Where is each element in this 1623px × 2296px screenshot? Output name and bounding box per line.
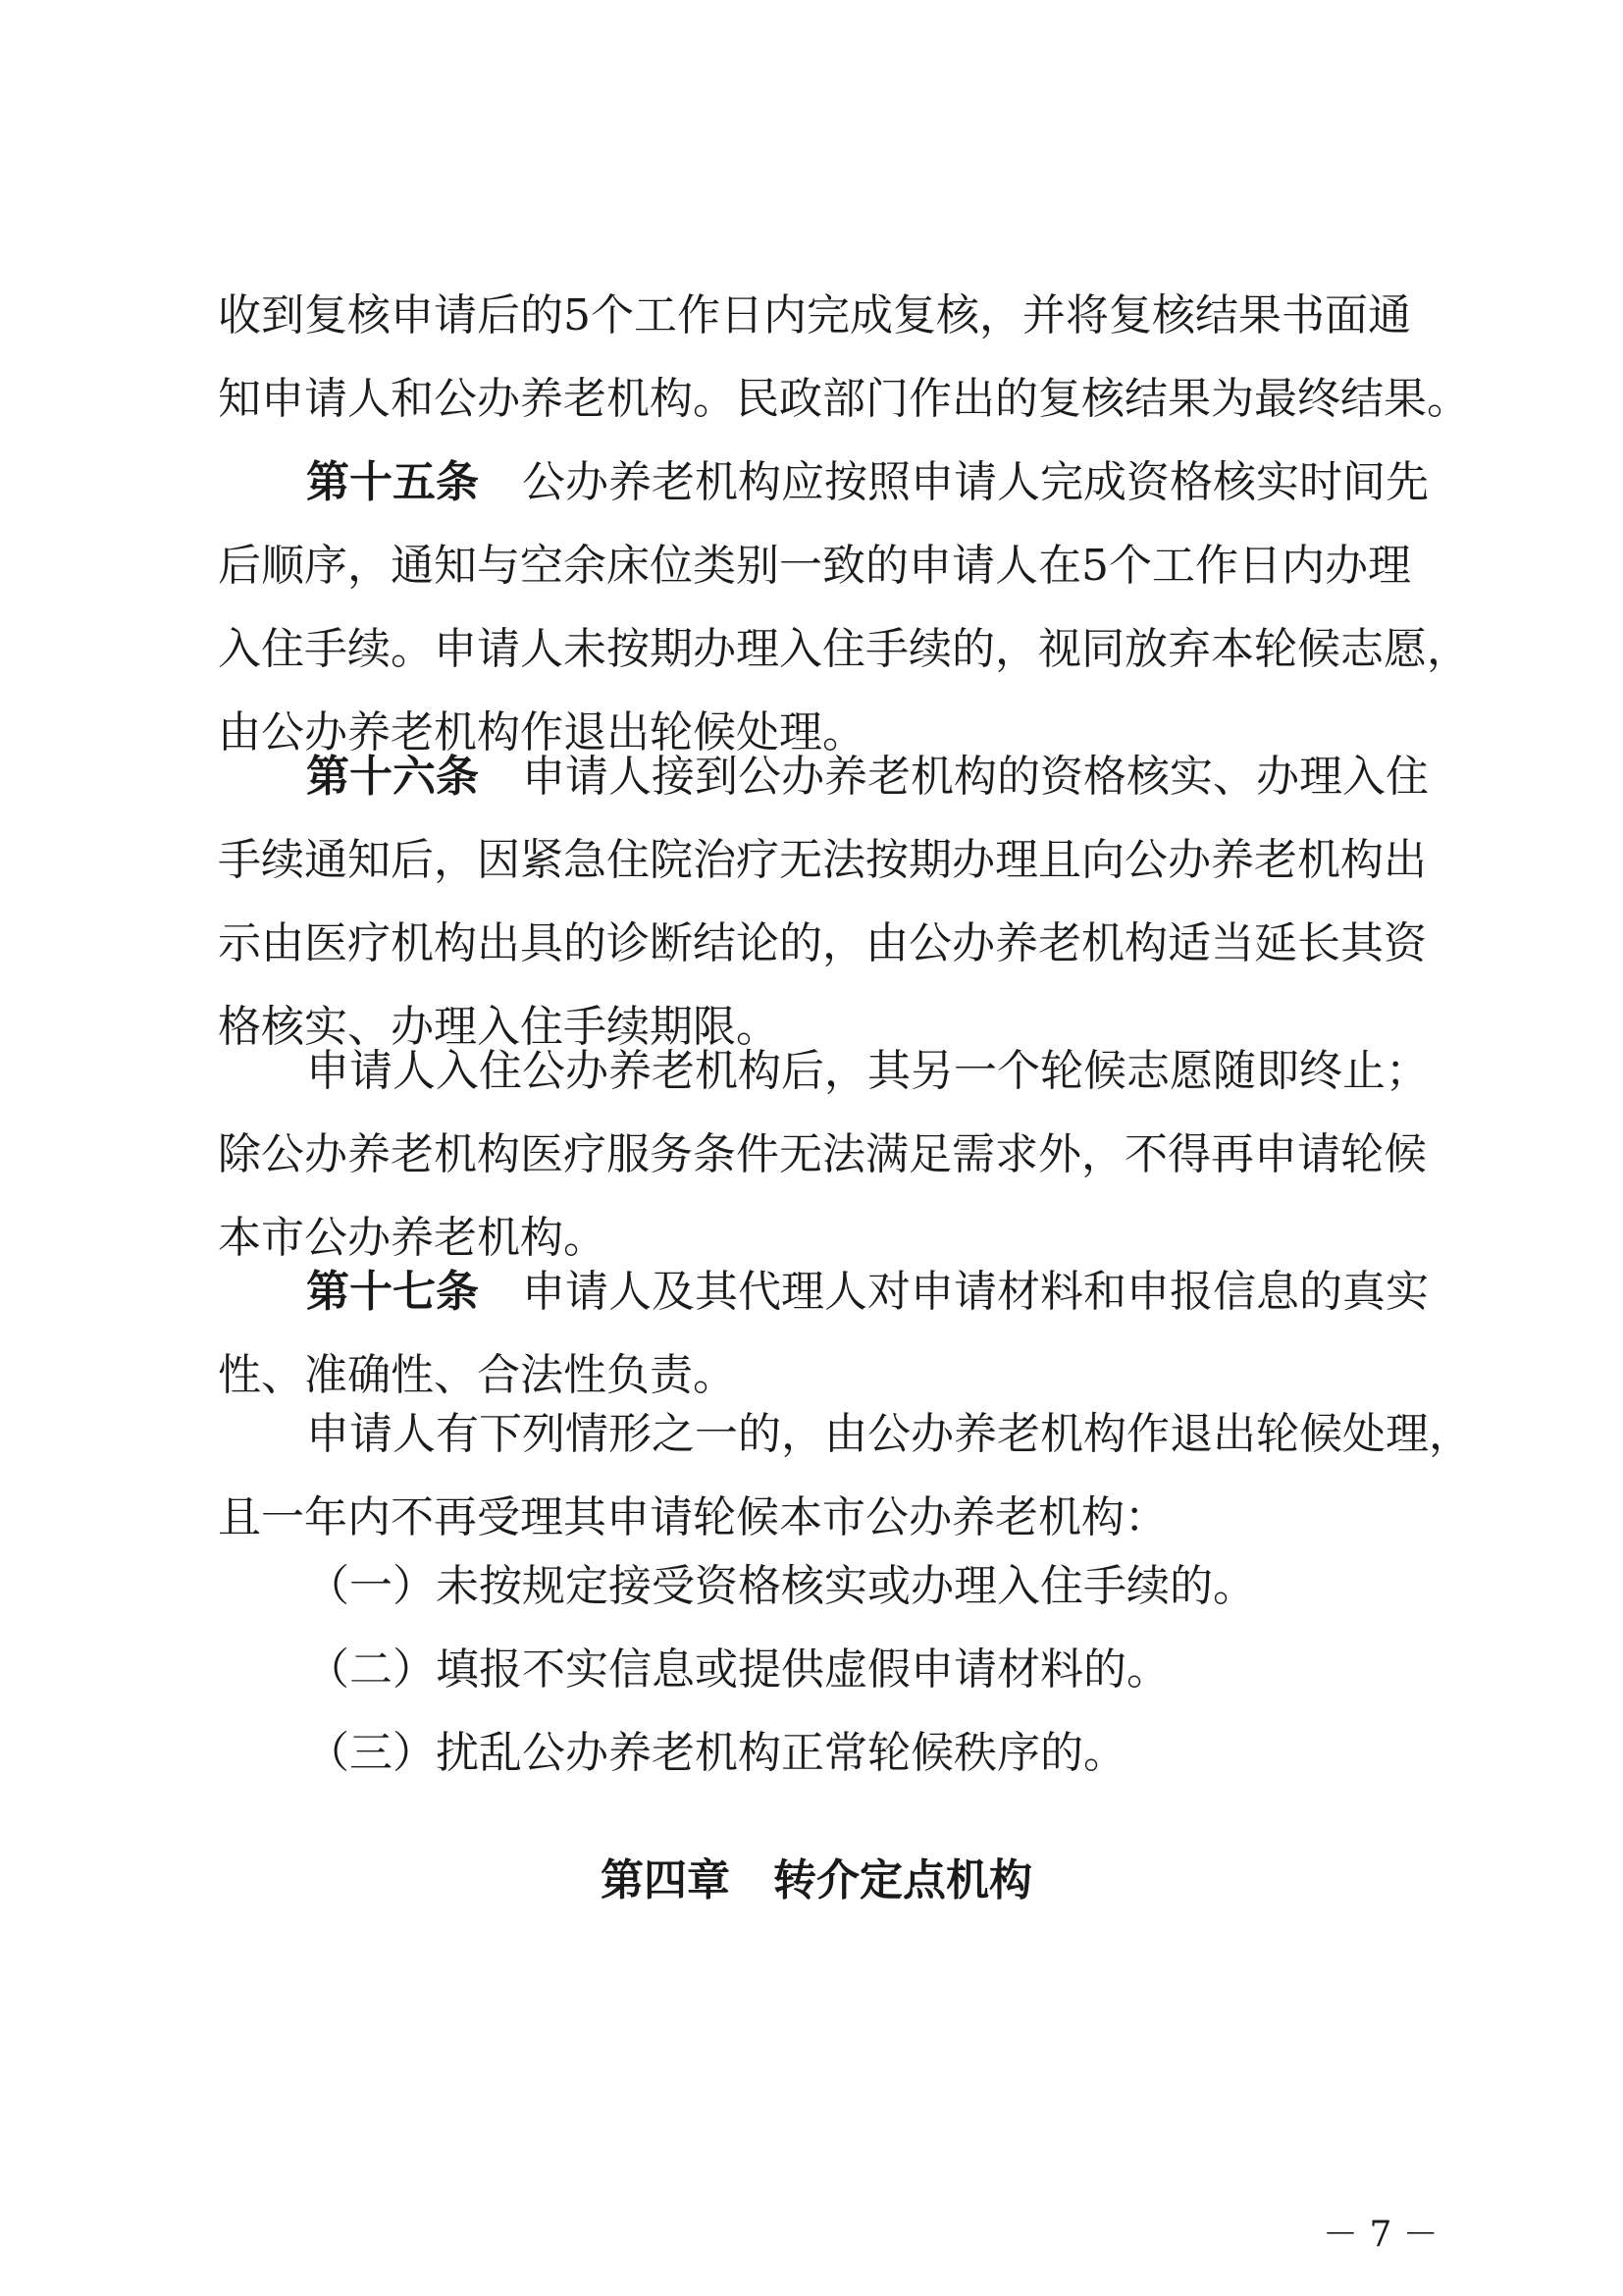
paragraph-line: 知申请人和公办养老机构。民政部门作出的复核结果为最终结果。 — [218, 374, 1470, 424]
paragraph-line: 由公办养老机构作退出轮候处理。 — [218, 707, 865, 757]
paragraph-line: 格核实、办理入住手续期限。 — [218, 1002, 779, 1052]
list-item: （二）填报不实信息或提供虚假申请材料的。 — [306, 1644, 1170, 1695]
list-item: （一）未按规定接受资格核实或办理入住手续的。 — [306, 1561, 1256, 1611]
article-17-first-line — [306, 1263, 1429, 1322]
article-15-label: 第十五条 — [306, 457, 479, 507]
paragraph-line: 申请人有下列情形之一的，由公办养老机构作退出轮候处理， — [306, 1409, 1472, 1459]
article-15-text: 公办养老机构应按照申请人完成资格核实时间先 — [522, 457, 1429, 507]
article-16-first-line — [306, 748, 1429, 807]
paragraph-line: 收到复核申请后的5个工作日内完成复核，并将复核结果书面通 — [218, 290, 1411, 340]
paragraph-line: 本市公办养老机构。 — [218, 1213, 606, 1263]
article-16-label: 第十六条 — [306, 752, 479, 802]
paragraph-line: 入住手续。申请人未按期办理入住手续的，视同放弃本轮候志愿， — [218, 624, 1470, 674]
paragraph-line: 后顺序，通知与空余床位类别一致的申请人在5个工作日内办理 — [218, 541, 1411, 591]
article-16-text: 申请人接到公办养老机构的资格核实、办理入住 — [522, 752, 1429, 802]
paragraph-line: 申请人入住公办养老机构后，其另一个轮候志愿随即终止； — [306, 1046, 1429, 1096]
paragraph-line: 且一年内不再受理其申请轮候本市公办养老机构： — [218, 1492, 1168, 1542]
paragraph-line: 除公办养老机构医疗服务条件无法满足需求外，不得再申请轮候 — [218, 1129, 1427, 1179]
paragraph-line: 性、准确性、合法性负责。 — [218, 1350, 736, 1400]
paragraph-line: 手续通知后，因紧急住院治疗无法按期办理且向公办养老机构出 — [218, 835, 1427, 885]
paragraph-line: 示由医疗机构出具的诊断结论的，由公办养老机构适当延长其资 — [218, 918, 1427, 968]
article-17-text: 申请人及其代理人对申请材料和申报信息的真实 — [522, 1267, 1429, 1317]
chapter-heading: 第四章 转介定点机构 — [601, 1855, 1032, 1905]
page-number: － 7 － — [1323, 2215, 1439, 2255]
article-15-first-line — [306, 453, 1429, 512]
list-item: （三）扰乱公办养老机构正常轮候秩序的。 — [306, 1728, 1126, 1778]
article-17-label: 第十七条 — [306, 1267, 479, 1317]
